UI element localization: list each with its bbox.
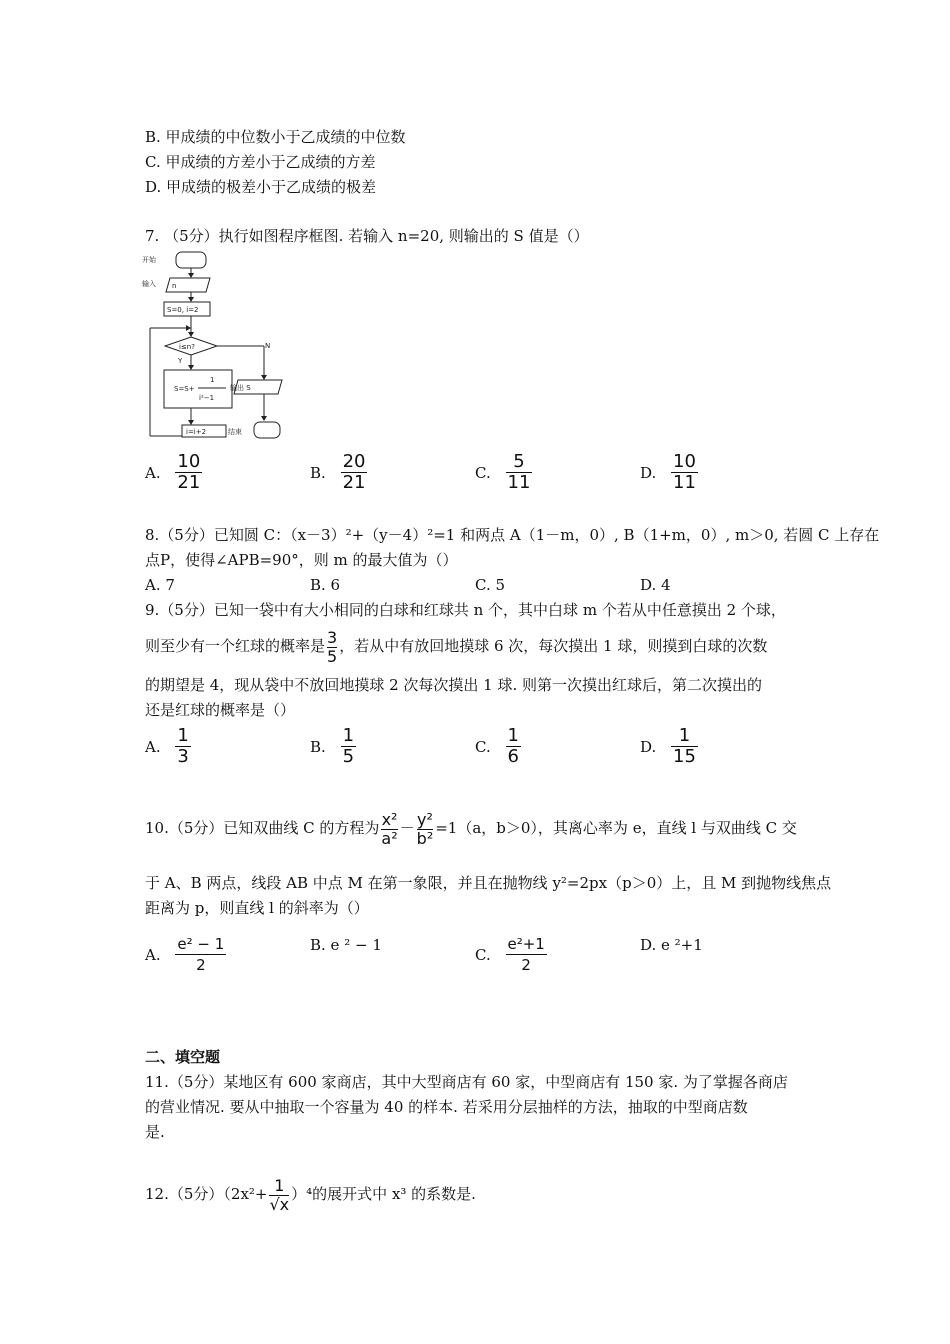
q9-option-b: B. $\frac{1}{5}$ [310, 725, 355, 767]
flow-update-text: S=S+ [174, 385, 195, 393]
flow-start-label: 开始 [142, 256, 156, 264]
q10-line3: 距离为 p，则直线 l 的斜率为（） [145, 899, 369, 917]
q10-line2: 于 A、B 两点，线段 AB 中点 M 在第一象限，并且在抛物线 y²=2px（p＞0）上，且 M 到抛物线焦点 [145, 874, 832, 892]
q7-options [145, 452, 705, 496]
q9-options [145, 726, 705, 770]
flow-update-num: 1 [210, 376, 215, 384]
q7-flowchart [140, 248, 290, 444]
flow-end-label: 结束 [228, 428, 242, 436]
q8-options [145, 574, 705, 596]
q10-option-a: A. $\frac{\text{e² − 1}}{2}$ [145, 935, 225, 974]
flow-input-label: 输入 [142, 280, 156, 288]
flow-start-node [176, 252, 206, 268]
flow-update-den: i²−1 [199, 394, 215, 402]
q8-option-b: B. 6 [310, 576, 341, 594]
q11-line3: 是. [145, 1123, 165, 1141]
flow-init-text: S=0, i=2 [167, 306, 199, 314]
q6-option-d: D. 甲成绩的极差小于乙成绩的极差 [145, 178, 377, 196]
q10-option-c: C. $\frac{\text{e²+1}}{2}$ [475, 935, 545, 974]
q7-option-c: C. $\frac{5}{11}$ [475, 451, 531, 493]
flow-decision-text: i≤n? [179, 343, 195, 351]
flow-output-text: 输出 S [230, 384, 251, 392]
q12-line: 12.（5分）（2x²+ $\frac{1}{√x}$ ）⁴的展开式中 x³ 的系数是. [145, 1175, 476, 1214]
q11-line1: 11.（5分）某地区有 600 家商店，其中大型商店有 60 家，中型商店有 150 家. 为了掌握各商店 [145, 1073, 788, 1091]
q9-option-d: D. $\frac{1}{15}$ [640, 725, 696, 767]
q10-line1: 10.（5分）已知双曲线 C 的方程为 $\frac{\text{x²}}{\text{a²}}$ － $\frac{\text{y²}}{\text{b²}}$ =1（a，b＞0），其离心率为 e，直线 l 与双曲线 C 交 [145, 809, 797, 848]
q8-option-a: A. 7 [145, 576, 175, 594]
q6-option-c: C. 甲成绩的方差小于乙成绩的方差 [145, 153, 376, 171]
q10-option-d: D. e ²+1 [640, 936, 703, 954]
q7-option-a: A. $\frac{10}{21}$ [145, 451, 201, 493]
q8-line1: 8.（5分）已知圆 C：（x－3）²+（y－4）²=1 和两点 A（1－m，0）, B（1+m，0）, m＞0, 若圆 C 上存在 [145, 526, 880, 544]
q9-line1: 9.（5分）已知一袋中有大小相同的白球和红球共 n 个，其中白球 m 个若从中任意摸出 2 个球， [145, 601, 786, 619]
flow-input-var: n [172, 282, 177, 290]
q9-line4: 还是红球的概率是（） [145, 701, 296, 719]
q9-line3: 的期望是 4，现从袋中不放回地摸球 2 次每次摸出 1 球. 则第一次摸出红球后，第二次摸出的 [145, 676, 763, 694]
q8-option-d: D. 4 [640, 576, 671, 594]
q6-option-b: B. 甲成绩的中位数小于乙成绩的中位数 [145, 128, 406, 146]
q7-option-b: B. $\frac{20}{21}$ [310, 451, 366, 493]
q8-option-c: C. 5 [475, 576, 506, 594]
flow-no-label: N [265, 342, 271, 350]
q9-line2: 则至少有一个红球的概率是 $\frac{3}{5}$ ，若从中有放回地摸球 6 次，每次摸出 1 球，则摸到白球的次数 [145, 627, 768, 666]
q11-line2: 的营业情况. 要从中抽取一个容量为 40 的样本. 若采用分层抽样的方法，抽取的中型商店数 [145, 1098, 748, 1116]
q10-option-b: B. e ² − 1 [310, 936, 382, 954]
flow-incr-text: i=i+2 [186, 428, 207, 436]
q9-option-a: A. $\frac{1}{3}$ [145, 725, 189, 767]
section-title: 二、填空题 [145, 1048, 221, 1066]
q8-line2: 点P，使得∠APB=90°，则 m 的最大值为（） [145, 551, 458, 569]
q10-options [145, 934, 705, 978]
q9-option-c: C. $\frac{1}{6}$ [475, 725, 519, 767]
q7-option-d: D. $\frac{10}{11}$ [640, 451, 696, 493]
q7-stem: 7. （5分）执行如图程序框图. 若输入 n=20, 则输出的 S 值是（） [145, 227, 589, 245]
flow-yes-label: Y [178, 357, 183, 365]
flow-end-node [254, 422, 280, 438]
